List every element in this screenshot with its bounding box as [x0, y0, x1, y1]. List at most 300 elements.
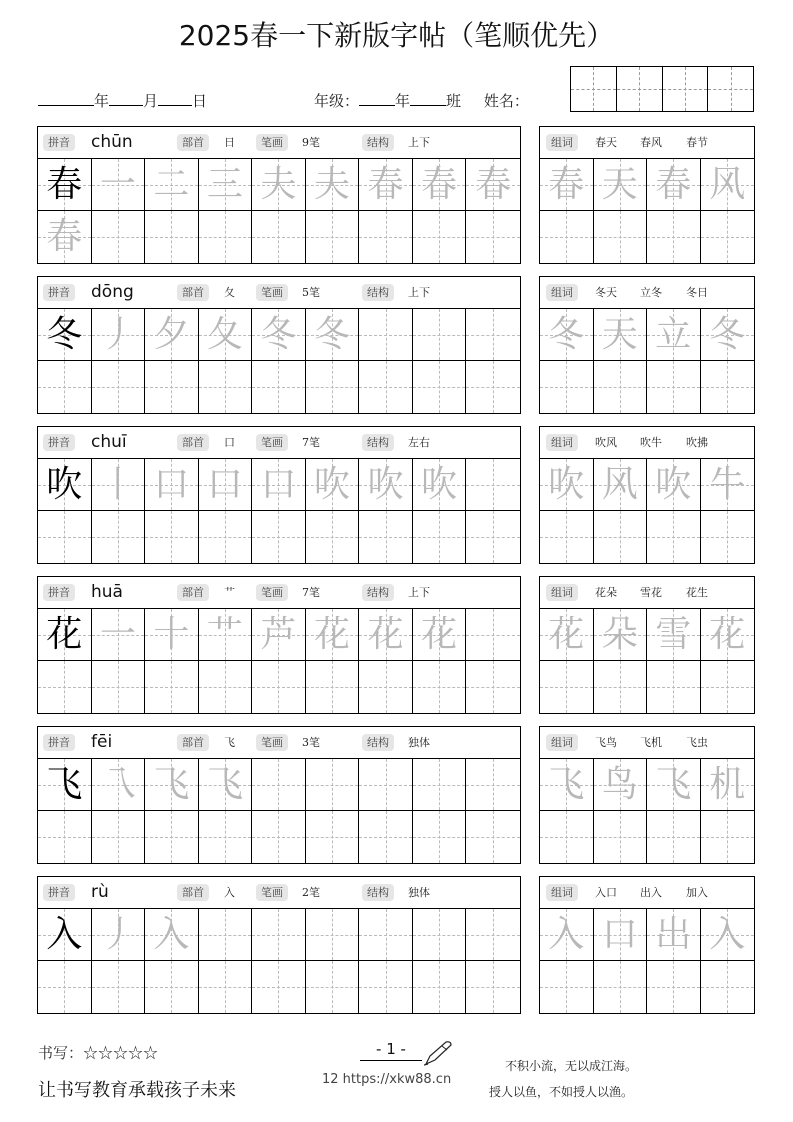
character-block — [37, 576, 521, 714]
trace-character: 春 — [421, 163, 458, 205]
writing-cell[interactable] — [252, 211, 306, 263]
writing-cell[interactable] — [413, 661, 467, 713]
word-header — [540, 427, 754, 459]
writing-cell[interactable] — [92, 211, 146, 263]
writing-cell[interactable] — [306, 811, 360, 863]
pinyin-value: rù — [91, 882, 109, 902]
trace-character: 吹 — [421, 463, 458, 505]
radical-value: 日 — [224, 136, 235, 149]
trace-character: 丿 — [99, 913, 136, 955]
name-cell[interactable] — [663, 67, 709, 111]
writing-cell[interactable] — [199, 759, 253, 811]
writing-cell[interactable] — [145, 159, 199, 211]
word-block — [539, 726, 755, 864]
writing-cell[interactable] — [466, 361, 520, 413]
trace-character: 立 — [655, 313, 692, 355]
writing-cell[interactable] — [38, 811, 92, 863]
writing-cell[interactable] — [359, 211, 413, 263]
trace-character: 朵 — [601, 613, 638, 655]
word-grid — [540, 159, 754, 263]
class-label: 班 — [446, 92, 462, 110]
pinyin-value: huā — [91, 582, 123, 602]
writing-cell[interactable] — [594, 211, 648, 263]
structure-label: 结构 — [362, 434, 394, 451]
writing-cell[interactable] — [145, 759, 199, 811]
writing-cell[interactable] — [92, 511, 146, 563]
structure-value: 左右 — [408, 436, 430, 449]
writing-cell[interactable] — [647, 159, 701, 211]
rating-stars: 书写：☆☆☆☆☆ — [38, 1044, 159, 1062]
writing-cell[interactable] — [701, 759, 755, 811]
writing-cell[interactable] — [413, 309, 467, 361]
writing-cell[interactable] — [92, 459, 146, 511]
writing-cell[interactable] — [199, 361, 253, 413]
writing-cell[interactable] — [199, 459, 253, 511]
radical-label: 部首 — [177, 134, 209, 151]
strokes-value: 7笔 — [302, 586, 320, 599]
writing-cell[interactable] — [145, 511, 199, 563]
structure-label: 结构 — [362, 884, 394, 901]
word-header — [540, 127, 754, 159]
writing-cell[interactable] — [306, 609, 360, 661]
writing-cell[interactable] — [413, 609, 467, 661]
writing-cell[interactable] — [252, 961, 306, 1013]
writing-cell[interactable] — [413, 211, 467, 263]
radical-value: 飞 — [224, 736, 235, 749]
trace-character: 入 — [709, 913, 746, 955]
writing-cell[interactable] — [647, 459, 701, 511]
structure-value: 独体 — [408, 736, 430, 749]
month-blank[interactable] — [109, 91, 143, 106]
structure-label: 结构 — [362, 284, 394, 301]
writing-cell[interactable] — [466, 511, 520, 563]
model-character: 春 — [46, 163, 83, 205]
writing-cell[interactable] — [199, 511, 253, 563]
writing-cell[interactable] — [199, 661, 253, 713]
radical-label: 部首 — [177, 884, 209, 901]
writing-cell[interactable] — [647, 661, 701, 713]
writing-cell[interactable] — [38, 961, 92, 1013]
word-header — [540, 277, 754, 309]
writing-cell[interactable] — [199, 159, 253, 211]
writing-cell[interactable] — [540, 511, 594, 563]
word-header — [540, 727, 754, 759]
writing-cell[interactable] — [359, 961, 413, 1013]
word-2: 飞机 — [640, 736, 662, 749]
writing-cell[interactable] — [38, 661, 92, 713]
writing-cell[interactable] — [38, 361, 92, 413]
writing-cell[interactable] — [701, 159, 755, 211]
writing-cell[interactable] — [594, 909, 648, 961]
trace-character: 吹 — [314, 463, 351, 505]
practice-grid — [38, 309, 520, 413]
trace-character: 冬 — [314, 313, 351, 355]
writing-cell[interactable] — [359, 661, 413, 713]
name-cell[interactable] — [708, 67, 753, 111]
class-line — [314, 90, 529, 111]
writing-cell[interactable] — [540, 661, 594, 713]
trace-character: 入 — [153, 913, 190, 955]
trace-character: 口 — [206, 463, 243, 505]
strokes-value: 3笔 — [302, 736, 320, 749]
writing-cell[interactable] — [38, 909, 92, 961]
word-1: 春天 — [595, 136, 617, 149]
radical-value: 入 — [224, 886, 235, 899]
writing-cell[interactable] — [594, 661, 648, 713]
writing-cell[interactable] — [252, 309, 306, 361]
writing-cell[interactable] — [540, 759, 594, 811]
radical-label: 部首 — [177, 584, 209, 601]
writing-cell[interactable] — [701, 909, 755, 961]
writing-cell[interactable] — [252, 759, 306, 811]
writing-cell[interactable] — [92, 759, 146, 811]
writing-cell[interactable] — [359, 811, 413, 863]
writing-cell[interactable] — [647, 511, 701, 563]
writing-cell[interactable] — [145, 609, 199, 661]
word-3: 冬日 — [686, 286, 708, 299]
trace-character: 冬 — [709, 313, 746, 355]
writing-cell[interactable] — [145, 811, 199, 863]
writing-cell[interactable] — [145, 961, 199, 1013]
writing-cell[interactable] — [92, 159, 146, 211]
practice-grid — [38, 609, 520, 713]
structure-value: 上下 — [408, 136, 430, 149]
writing-cell[interactable] — [306, 459, 360, 511]
pinyin-value: dōng — [91, 282, 134, 302]
writing-cell[interactable] — [466, 961, 520, 1013]
writing-cell[interactable] — [594, 961, 648, 1013]
writing-cell[interactable] — [540, 609, 594, 661]
trace-character: 口 — [601, 913, 638, 955]
name-cell[interactable] — [617, 67, 663, 111]
writing-cell[interactable] — [540, 459, 594, 511]
word-2: 立冬 — [640, 286, 662, 299]
trace-character: 吹 — [548, 463, 585, 505]
writing-cell[interactable] — [359, 909, 413, 961]
word-header — [540, 877, 754, 909]
writing-cell[interactable] — [413, 811, 467, 863]
writing-cell[interactable] — [252, 661, 306, 713]
date-line — [38, 90, 207, 111]
name-grid[interactable] — [570, 66, 754, 112]
pinyin-label: 拼音 — [43, 884, 75, 901]
writing-cell[interactable] — [701, 609, 755, 661]
writing-cell[interactable] — [199, 811, 253, 863]
pen-icon — [424, 1040, 454, 1070]
model-character: 冬 — [46, 313, 83, 355]
writing-cell[interactable] — [306, 961, 360, 1013]
writing-cell[interactable] — [359, 459, 413, 511]
writing-cell[interactable] — [466, 909, 520, 961]
writing-cell[interactable] — [306, 759, 360, 811]
trace-character: 飞 — [153, 763, 190, 805]
writing-cell[interactable] — [92, 609, 146, 661]
character-info-header — [38, 127, 520, 159]
writing-cell[interactable] — [540, 811, 594, 863]
page-number: - 1 - — [360, 1040, 422, 1061]
writing-cell[interactable] — [647, 211, 701, 263]
writing-cell[interactable] — [647, 361, 701, 413]
word-grid — [540, 909, 754, 1013]
writing-cell[interactable] — [38, 309, 92, 361]
writing-cell[interactable] — [199, 309, 253, 361]
trace-character: 出 — [655, 913, 692, 955]
name-label: 姓名： — [483, 92, 529, 110]
writing-cell[interactable] — [306, 309, 360, 361]
writing-cell[interactable] — [38, 511, 92, 563]
word-block — [539, 126, 755, 264]
writing-cell[interactable] — [252, 361, 306, 413]
character-block — [37, 126, 521, 264]
quote-line-1: 不积小流，无以成江海。 — [505, 1059, 638, 1073]
word-block — [539, 276, 755, 414]
model-character: 入 — [46, 913, 83, 955]
writing-cell[interactable] — [199, 961, 253, 1013]
writing-cell[interactable] — [306, 661, 360, 713]
writing-cell[interactable] — [252, 609, 306, 661]
name-cell[interactable] — [571, 67, 617, 111]
structure-label: 结构 — [362, 584, 394, 601]
writing-cell[interactable] — [145, 459, 199, 511]
writing-cell[interactable] — [594, 811, 648, 863]
writing-cell[interactable] — [92, 961, 146, 1013]
writing-cell[interactable] — [701, 661, 755, 713]
words-label: 组词 — [546, 434, 578, 451]
radical-value: 口 — [224, 436, 235, 449]
word-1: 吹风 — [595, 436, 617, 449]
writing-cell[interactable] — [145, 361, 199, 413]
writing-cell[interactable] — [540, 961, 594, 1013]
trace-character: 天 — [601, 163, 638, 205]
writing-cell[interactable] — [306, 511, 360, 563]
writing-cell[interactable] — [647, 759, 701, 811]
character-info-header — [38, 427, 520, 459]
trace-character: 一 — [99, 613, 136, 655]
grade-blank[interactable] — [359, 91, 395, 106]
writing-cell[interactable] — [594, 309, 648, 361]
trace-character: 春 — [475, 163, 512, 205]
writing-cell[interactable] — [594, 609, 648, 661]
strokes-label: 笔画 — [256, 434, 288, 451]
trace-character: 夕 — [153, 313, 190, 355]
source-url: 12 https://xkw88.cn — [322, 1072, 452, 1087]
writing-cell[interactable] — [252, 159, 306, 211]
writing-cell[interactable] — [466, 211, 520, 263]
word-2: 出入 — [640, 886, 662, 899]
writing-cell[interactable] — [359, 309, 413, 361]
structure-label: 结构 — [362, 734, 394, 751]
word-block — [539, 876, 755, 1014]
day-blank[interactable] — [158, 91, 192, 106]
writing-cell[interactable] — [359, 511, 413, 563]
writing-cell[interactable] — [359, 361, 413, 413]
writing-cell[interactable] — [466, 159, 520, 211]
trace-character: 鸟 — [601, 763, 638, 805]
writing-cell[interactable] — [594, 361, 648, 413]
trace-character: 艹 — [206, 613, 243, 655]
pinyin-label: 拼音 — [43, 734, 75, 751]
character-block — [37, 426, 521, 564]
trace-character: 飞 — [548, 763, 585, 805]
trace-character: 春 — [548, 163, 585, 205]
structure-value: 独体 — [408, 886, 430, 899]
writing-cell[interactable] — [647, 909, 701, 961]
writing-cell[interactable] — [540, 309, 594, 361]
word-1: 花朵 — [595, 586, 617, 599]
character-block — [37, 276, 521, 414]
writing-cell[interactable] — [413, 159, 467, 211]
writing-cell[interactable] — [413, 459, 467, 511]
trace-character: 雪 — [655, 613, 692, 655]
writing-cell[interactable] — [413, 759, 467, 811]
trace-character: 牛 — [709, 463, 746, 505]
writing-cell[interactable] — [359, 609, 413, 661]
strokes-label: 笔画 — [256, 584, 288, 601]
strokes-label: 笔画 — [256, 134, 288, 151]
radical-label: 部首 — [177, 284, 209, 301]
writing-cell[interactable] — [252, 511, 306, 563]
writing-cell[interactable] — [413, 909, 467, 961]
writing-cell[interactable] — [701, 361, 755, 413]
character-block — [37, 726, 521, 864]
writing-cell[interactable] — [38, 459, 92, 511]
trace-character: 夂 — [206, 313, 243, 355]
word-1: 入口 — [595, 886, 617, 899]
model-character: 吹 — [46, 463, 83, 505]
writing-cell[interactable] — [701, 459, 755, 511]
writing-cell[interactable] — [701, 211, 755, 263]
writing-cell[interactable] — [38, 759, 92, 811]
words-label: 组词 — [546, 134, 578, 151]
year-blank[interactable] — [38, 91, 94, 106]
practice-grid — [38, 459, 520, 563]
strokes-label: 笔画 — [256, 734, 288, 751]
writing-cell[interactable] — [594, 159, 648, 211]
writing-cell[interactable] — [466, 811, 520, 863]
trace-character: 芦 — [260, 613, 297, 655]
radical-value: 夂 — [224, 286, 235, 299]
word-block — [539, 426, 755, 564]
trace-character: 花 — [709, 613, 746, 655]
writing-cell[interactable] — [540, 211, 594, 263]
writing-cell[interactable] — [199, 211, 253, 263]
writing-cell[interactable] — [594, 459, 648, 511]
strokes-label: 笔画 — [256, 284, 288, 301]
writing-cell[interactable] — [701, 309, 755, 361]
pinyin-label: 拼音 — [43, 134, 75, 151]
word-3: 吹拂 — [686, 436, 708, 449]
pinyin-value: chūn — [91, 132, 133, 152]
trace-character: 冬 — [260, 313, 297, 355]
word-header — [540, 577, 754, 609]
writing-cell[interactable] — [359, 159, 413, 211]
writing-cell[interactable] — [199, 909, 253, 961]
trace-character: 花 — [314, 613, 351, 655]
writing-cell[interactable] — [306, 361, 360, 413]
writing-cell[interactable] — [252, 459, 306, 511]
structure-value: 上下 — [408, 286, 430, 299]
writing-cell[interactable] — [92, 361, 146, 413]
writing-cell[interactable] — [647, 961, 701, 1013]
writing-cell[interactable] — [306, 909, 360, 961]
trace-character: 风 — [601, 463, 638, 505]
writing-cell[interactable] — [466, 459, 520, 511]
trace-character: 十 — [153, 613, 190, 655]
writing-cell[interactable] — [701, 511, 755, 563]
model-character: 花 — [46, 613, 83, 655]
word-grid — [540, 459, 754, 563]
trace-character: 花 — [367, 613, 404, 655]
writing-cell[interactable] — [92, 811, 146, 863]
writing-cell[interactable] — [359, 759, 413, 811]
character-info-header — [38, 877, 520, 909]
trace-character: 夫 — [314, 163, 351, 205]
writing-cell[interactable] — [594, 759, 648, 811]
writing-cell[interactable] — [466, 661, 520, 713]
writing-cell[interactable] — [540, 361, 594, 413]
structure-value: 上下 — [408, 586, 430, 599]
trace-character: 丿 — [99, 313, 136, 355]
writing-cell[interactable] — [540, 909, 594, 961]
writing-cell[interactable] — [306, 211, 360, 263]
pinyin-label: 拼音 — [43, 284, 75, 301]
trace-character: 机 — [709, 763, 746, 805]
writing-cell[interactable] — [647, 309, 701, 361]
pinyin-value: chuī — [91, 432, 127, 452]
writing-cell[interactable] — [466, 609, 520, 661]
writing-cell[interactable] — [199, 609, 253, 661]
writing-cell[interactable] — [92, 661, 146, 713]
writing-cell[interactable] — [38, 159, 92, 211]
character-info-header — [38, 727, 520, 759]
writing-cell[interactable] — [647, 811, 701, 863]
pinyin-label: 拼音 — [43, 434, 75, 451]
writing-cell[interactable] — [252, 811, 306, 863]
word-1: 飞鸟 — [595, 736, 617, 749]
writing-cell[interactable] — [145, 309, 199, 361]
pinyin-value: fēi — [91, 732, 113, 752]
writing-cell[interactable] — [413, 511, 467, 563]
trace-character: 春 — [367, 163, 404, 205]
trace-character: 三 — [206, 163, 243, 205]
writing-cell[interactable] — [145, 661, 199, 713]
writing-cell[interactable] — [540, 159, 594, 211]
writing-cell[interactable] — [145, 211, 199, 263]
writing-cell[interactable] — [38, 609, 92, 661]
trace-character: 丨 — [99, 463, 136, 505]
class-blank[interactable] — [410, 91, 446, 106]
writing-cell[interactable] — [594, 511, 648, 563]
writing-cell[interactable] — [92, 909, 146, 961]
word-2: 雪花 — [640, 586, 662, 599]
writing-cell[interactable] — [466, 759, 520, 811]
writing-cell[interactable] — [145, 909, 199, 961]
year-label: 年 — [94, 92, 110, 110]
writing-cell[interactable] — [466, 309, 520, 361]
writing-cell[interactable] — [38, 211, 92, 263]
writing-cell[interactable] — [413, 361, 467, 413]
writing-cell[interactable] — [252, 909, 306, 961]
trace-character: 春 — [655, 163, 692, 205]
writing-cell[interactable] — [647, 609, 701, 661]
writing-cell[interactable] — [701, 811, 755, 863]
trace-character: 花 — [548, 613, 585, 655]
writing-cell[interactable] — [701, 961, 755, 1013]
writing-cell[interactable] — [306, 159, 360, 211]
strokes-value: 5笔 — [302, 286, 320, 299]
writing-cell[interactable] — [92, 309, 146, 361]
writing-cell[interactable] — [413, 961, 467, 1013]
